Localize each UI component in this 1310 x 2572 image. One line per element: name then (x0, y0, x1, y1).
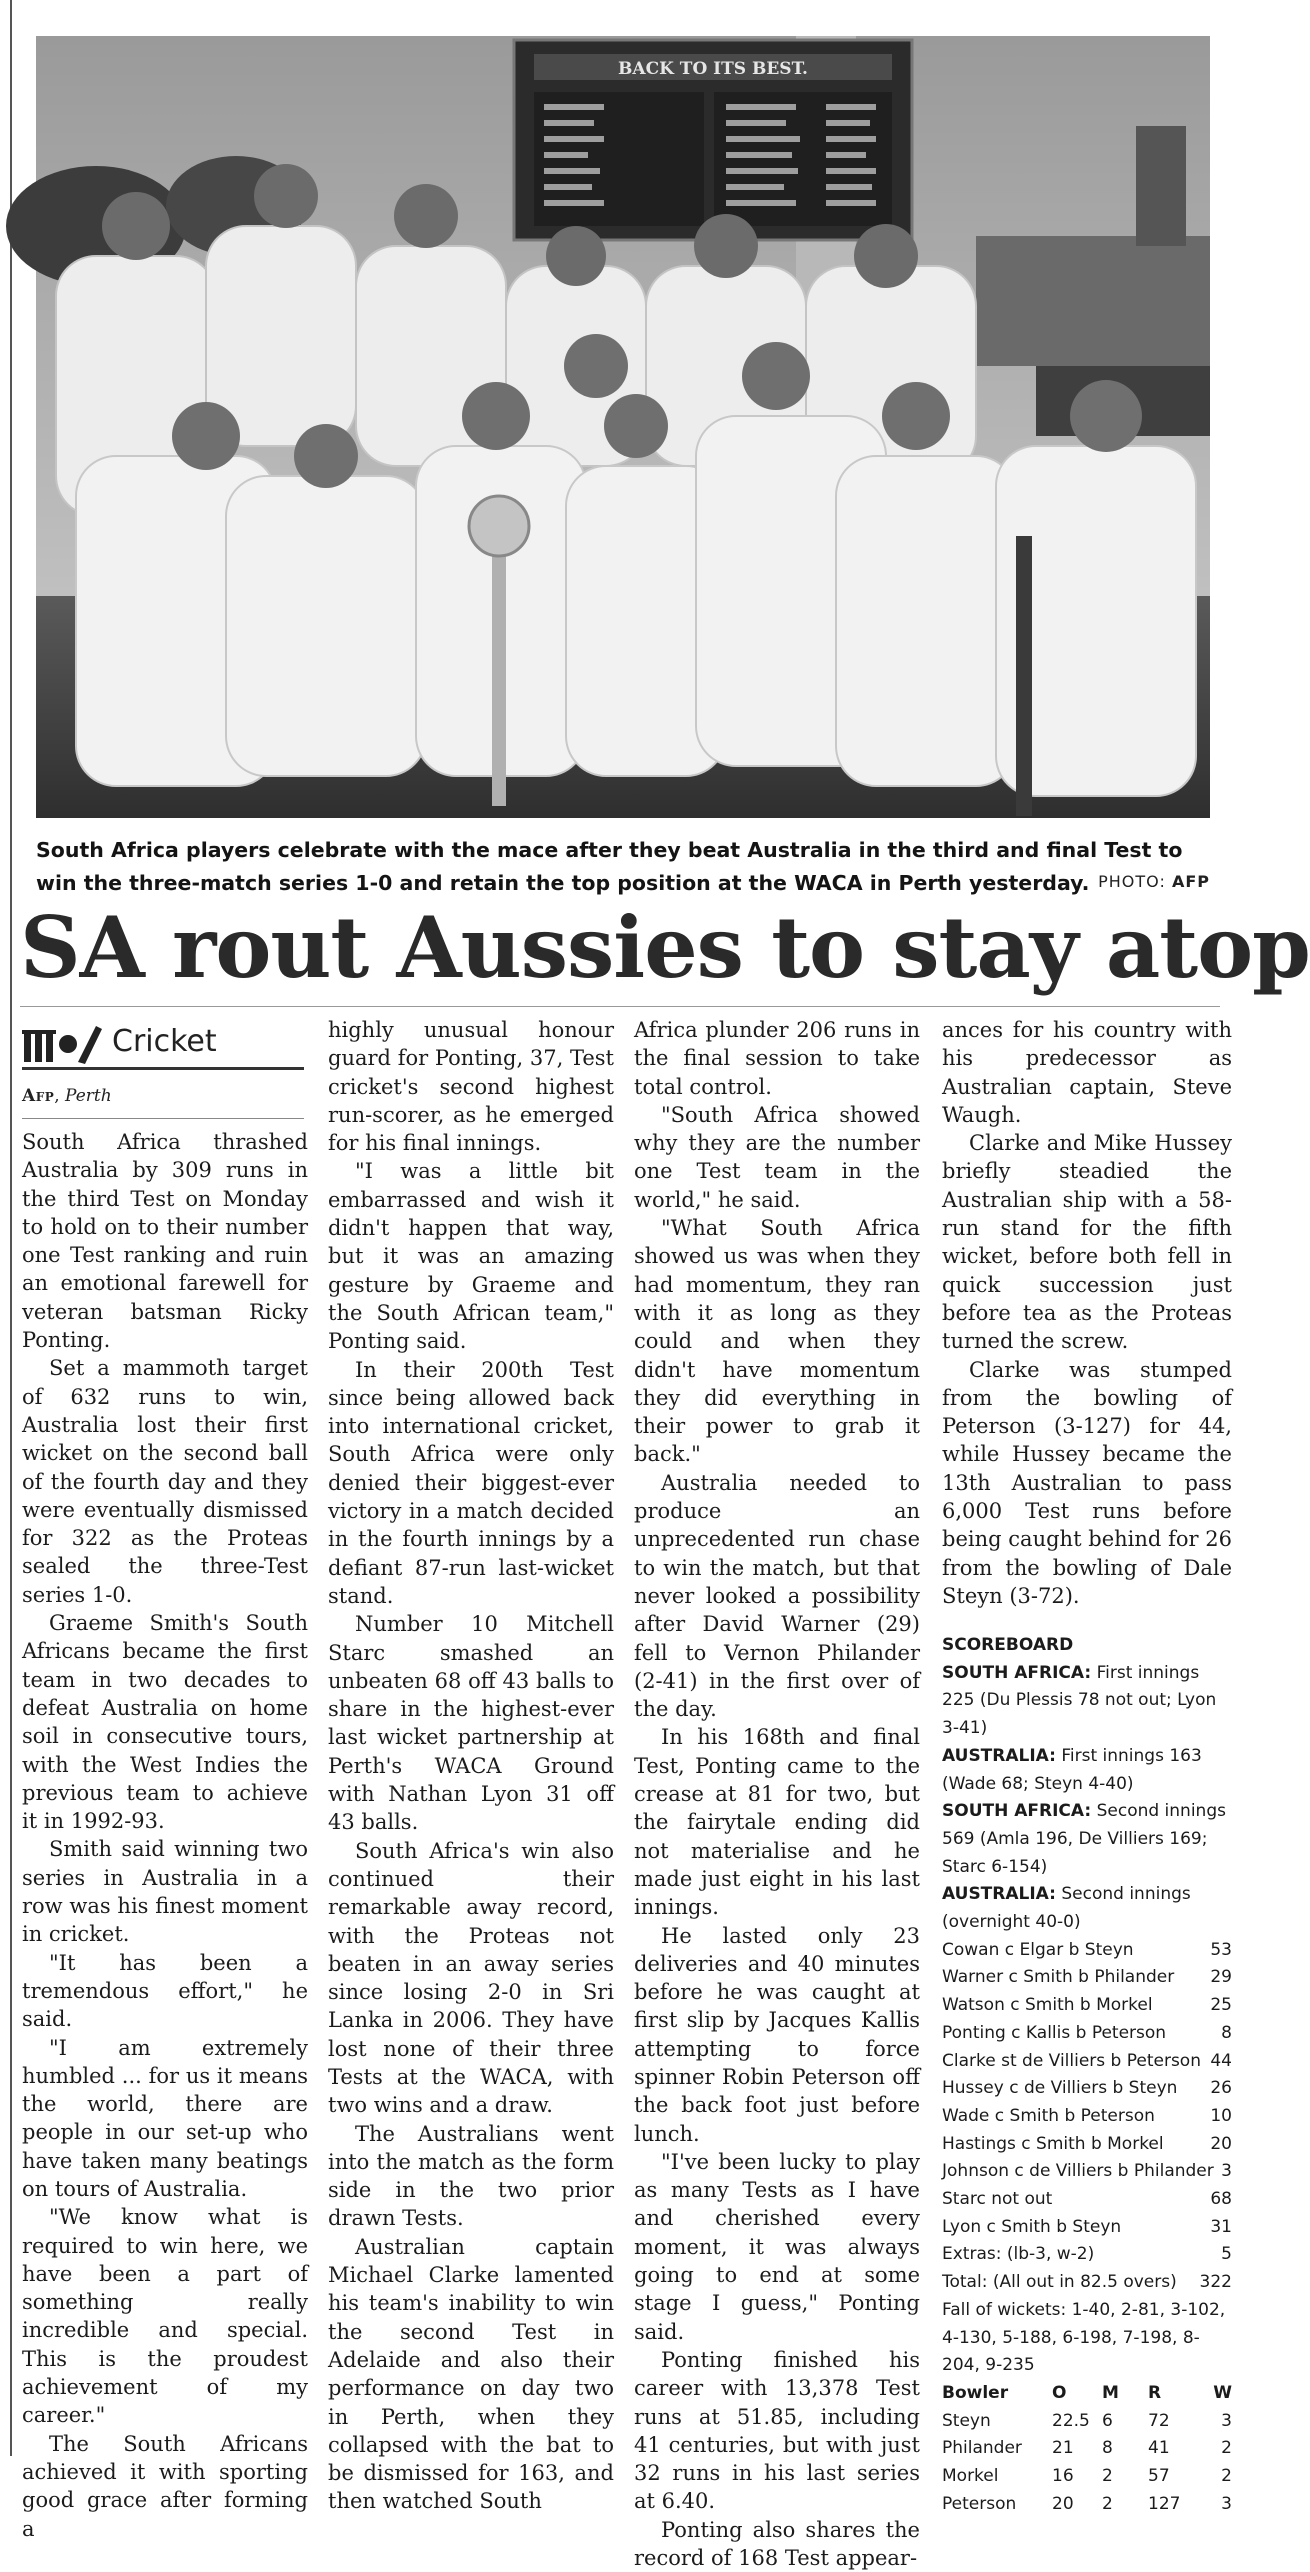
innings-text: Second innings (overnight 40-0) (942, 1884, 1191, 1933)
innings-team: SOUTH AFRICA: (942, 1662, 1092, 1683)
batting-row (942, 1964, 1232, 1992)
batting-row (942, 2131, 1232, 2159)
maidens: 2 (1102, 2493, 1113, 2514)
paragraph: Australian captain Michael Clarke lamented his team's inability to win the second Test in Adelaide and also their performance on day two in Perth, when they collapsed with the bat to be dismissed for 163, and then watched South (328, 2234, 614, 2514)
batting-row (942, 2020, 1232, 2048)
paragraph: The South Africans achieved it with sporting good grace after forming a (22, 2431, 308, 2541)
byline: Afp, Perth (22, 1086, 112, 1106)
byline-place: Perth (65, 1086, 112, 1106)
scoreboard (942, 1632, 1232, 2519)
runs: 31 (1210, 2216, 1232, 2237)
runs-conceded: 41 (1148, 2438, 1170, 2459)
batsman: Cowan c Elgar b Steyn (942, 1939, 1134, 1960)
bowling-col-maidens: M (1102, 2382, 1119, 2403)
headline-divider (20, 1006, 1220, 1007)
runs: 29 (1210, 1967, 1232, 1988)
runs: 3 (1221, 2161, 1232, 2182)
paragraph: Clarke and Mike Hussey briefly steadied the Australian ship with a 58-run stand for the fifth wicket, before both fell in quick succession just before tea as the Proteas turned the screw. (942, 1131, 1232, 1354)
bowler: Philander (942, 2438, 1022, 2459)
runs: 322 (1199, 2272, 1232, 2293)
bowling-row (942, 2435, 1232, 2463)
innings-team: AUSTRALIA: (942, 1884, 1056, 1905)
byline-agency: Afp (22, 1086, 55, 1106)
bowling-row (942, 2463, 1232, 2491)
paragraph: "I am extremely humbled ... for us it means the world, there are people in our set-up who have taken many beatings on tours of Australia. (22, 2035, 308, 2201)
paragraph: Number 10 Mitchell Starc smashed an unbeaten 68 off 43 balls to share in the highest-ever last wicket partnership at Perth's WACA Ground with Nathan Lyon 31 off 43 balls. (328, 1612, 614, 1835)
batsman: Warner c Smith b Philander (942, 1967, 1175, 1988)
bowling-col-overs: O (1052, 2382, 1067, 2403)
batsman: Watson c Smith b Morkel (942, 1995, 1153, 2016)
overs: 22.5 (1052, 2410, 1090, 2431)
paragraph: "We know what is required to win here, we have been a part of something really incredible and special. This is the proudest achievement of my career." (22, 2205, 308, 2428)
batting-row (942, 2048, 1232, 2076)
paragraph: Africa plunder 206 runs in the final session to take total control. (634, 1018, 920, 1099)
paragraph: "It has been a tremendous effort," he said. (22, 1950, 308, 2032)
paragraph: Smith said winning two series in Australia in a row was his finest moment in cricket. (22, 1837, 308, 1947)
innings-team: AUSTRALIA: (942, 1745, 1056, 1766)
bowling-row (942, 2408, 1232, 2436)
paragraph: ances for his country with his predecessor as Australian captain, Steve Waugh. (942, 1018, 1232, 1127)
maidens: 6 (1102, 2410, 1113, 2431)
paragraph: "I've been lucky to play as many Tests as I have and cherished every moment, it was always going to end at some stage I guess," Ponting said. (634, 2149, 920, 2344)
paragraph: Clarke was stumped from the bowling of Peterson (3-127) for 44, while Hussey became the 13th Australian to pass 6,000 Test runs before being caught behind for 26 from the bowling of Dale Steyn (3-72). (942, 1357, 1232, 1608)
article-column-2 (328, 1016, 614, 2516)
runs: 25 (1210, 1995, 1232, 2016)
batting-row (942, 2103, 1232, 2131)
innings-text: Second innings 569 (Amla 196, De Villiers 169; Starc 6-154) (942, 1801, 1226, 1877)
runs: 5 (1221, 2244, 1232, 2265)
bowler: Steyn (942, 2410, 991, 2431)
paragraph: In his 168th and final Test, Ponting came to the crease at 81 for two, but the fairytale ending did not materialise and he made just eight in his last innings. (634, 1725, 920, 1920)
innings-team: SOUTH AFRICA: (942, 1801, 1092, 1822)
batsman: Hussey c de Villiers b Steyn (942, 2078, 1178, 2099)
photo-credit-agency: AFP (1171, 872, 1210, 891)
scoreboard-title: SCOREBOARD (942, 1635, 1074, 1655)
bowling-col-bowler: Bowler (942, 2382, 1009, 2403)
cricket-icon (22, 1022, 104, 1064)
innings-summary (942, 1660, 1232, 1743)
batting-row (942, 1992, 1232, 2020)
runs-conceded: 127 (1148, 2493, 1181, 2514)
article-column-4 (942, 1016, 1232, 1610)
article-column-1 (22, 1128, 308, 2543)
innings-summary (942, 1881, 1232, 1936)
batsman: Hastings c Smith b Morkel (942, 2133, 1164, 2154)
batsman: Lyon c Smith b Steyn (942, 2216, 1122, 2237)
paragraph: "What South Africa showed us was when they had momentum, they ran with it as long as they could and when they didn't have momentum they did everything in their power to grab it back." (634, 1216, 920, 1467)
batsman: Wade c Smith b Peterson (942, 2105, 1155, 2126)
batsman: Johnson c de Villiers b Philander (942, 2161, 1214, 2182)
photo-credit (1098, 872, 1210, 891)
paragraph: Ponting finished his career with 13,378 Test runs at 51.85, including 41 centuries, but with just 32 runs in his last series at 6.40. (634, 2347, 920, 2514)
byline-divider (22, 1118, 304, 1119)
batting-row (942, 2075, 1232, 2103)
runs: 20 (1210, 2133, 1232, 2154)
fall-of-wickets: Fall of wickets: 1-40, 2-81, 3-102, 4-130, 5-188, 6-198, 7-198, 8-204, 9-235 (942, 2299, 1226, 2376)
extras-label: Extras: (lb-3, w-2) (942, 2244, 1095, 2265)
paragraph: "I was a little bit embarrassed and wish it didn't happen that way, but it was an amazing gesture by Graeme and the South African team," Ponting said. (328, 1159, 614, 1354)
wickets: 2 (1221, 2438, 1232, 2459)
photo-illustration (36, 36, 1210, 818)
paragraph: highly unusual honour guard for Ponting, 37, Test cricket's second highest run-scorer, as he emerged for his final innings. (328, 1018, 614, 1156)
total-row (942, 2269, 1232, 2297)
batting-row (942, 2158, 1232, 2186)
bowling-col-runs: R (1148, 2382, 1162, 2403)
bowling-col-wickets: W (1213, 2382, 1232, 2403)
batsman: Clarke st de Villiers b Peterson (942, 2050, 1201, 2071)
photo-caption: South Africa players celebrate with the mace after they beat Australia in the third and final Test to win the three-match series 1-0 and retain the top position at the WACA in Perth yesterday. (36, 838, 1183, 895)
section-kicker (22, 1018, 304, 1068)
team-celebration-photo (36, 36, 1210, 818)
runs-conceded: 57 (1148, 2466, 1170, 2487)
runs: 44 (1210, 2050, 1232, 2071)
paragraph: South Africa thrashed Australia by 309 runs in the third Test on Monday to hold on to their number one Test ranking and ruin an emotional farewell for veteran batsman Ricky Ponting. (22, 1130, 308, 1353)
batting-row (942, 1937, 1232, 1965)
runs: 26 (1210, 2078, 1232, 2099)
batting-row (942, 2186, 1232, 2214)
bowler: Peterson (942, 2493, 1017, 2514)
innings-summary (942, 1798, 1232, 1881)
runs: 68 (1210, 2189, 1232, 2210)
overs: 20 (1052, 2493, 1074, 2514)
wickets: 3 (1221, 2493, 1232, 2514)
article-column-3 (634, 1016, 920, 2572)
runs: 10 (1210, 2105, 1232, 2126)
section-label: Cricket (112, 1024, 217, 1059)
innings-text: First innings 225 (Du Plessis 78 not out; Lyon 3-41) (942, 1662, 1217, 1739)
runs: 8 (1221, 2022, 1232, 2043)
extras-row (942, 2241, 1232, 2269)
paragraph: "South Africa showed why they are the number one Test team in the world," he said. (634, 1102, 920, 1212)
paragraph: He lasted only 23 deliveries and 40 minutes before he was caught at first slip by Jacques Kallis attempting to force spinner Robin Peterson off the back foot just before lunch. (634, 1923, 920, 2146)
runs: 53 (1210, 1939, 1232, 1960)
scoreboard-sign-text: BACK TO ITS BEST. (618, 59, 808, 79)
headline: SA rout Aussies to stay atop (20, 898, 1310, 997)
maidens: 2 (1102, 2466, 1113, 2487)
paragraph: Graeme Smith's South Africans became the first team in two decades to defeat Australia on home soil in consecutive tours, with the West Indies the previous team to achieve it in 1992-93. (22, 1611, 308, 1834)
overs: 16 (1052, 2466, 1074, 2487)
wickets: 2 (1221, 2466, 1232, 2487)
maidens: 8 (1102, 2438, 1113, 2459)
runs-conceded: 72 (1148, 2410, 1170, 2431)
bowler: Morkel (942, 2466, 999, 2487)
paragraph: In their 200th Test since being allowed back into international cricket, South Africa were only denied their biggest-ever victory in a match decided in the fourth innings by a defiant 87-run last-wicket stand. (328, 1357, 614, 1608)
overs: 21 (1052, 2438, 1074, 2459)
batting-row (942, 2214, 1232, 2242)
paragraph: South Africa's win also continued their remarkable away record, with the Proteas not beaten in an away series since losing 2-0 in Sri Lanka in 2006. They have lost none of their three Tests at the WACA, with two wins and a draw. (328, 1838, 614, 2118)
paragraph: Australia needed to produce an unprecedented run chase to win the match, but that never looked a possibility after David Warner (29) fell to Vernon Philander (2-41) in the first over of the day. (634, 1470, 920, 1722)
innings-summary (942, 1743, 1232, 1798)
paragraph: Ponting also shares the record of 168 Test appear- (634, 2517, 920, 2571)
page-margin-rule (10, 0, 12, 2456)
bowling-header (942, 2380, 1232, 2408)
innings-text: First innings 163 (Wade 68; Steyn 4-40) (942, 1745, 1202, 1794)
wickets: 3 (1221, 2410, 1232, 2431)
bowling-row (942, 2491, 1232, 2519)
total-label: Total: (All out in 82.5 overs) (942, 2272, 1177, 2293)
section-kicker-rule (22, 1067, 304, 1070)
paragraph: The Australians went into the match as the form side in the two prior drawn Tests. (328, 2121, 614, 2231)
batsman: Ponting c Kallis b Peterson (942, 2022, 1167, 2043)
batsman: Starc not out (942, 2189, 1053, 2210)
photo-credit-prefix: PHOTO: (1098, 872, 1166, 891)
paragraph: Set a mammoth target of 632 runs to win, Australia lost their first wicket on the second ball of the fourth day and they were eventually dismissed for 322 as the Proteas sealed the three-Test series 1-0. (22, 1356, 308, 1607)
